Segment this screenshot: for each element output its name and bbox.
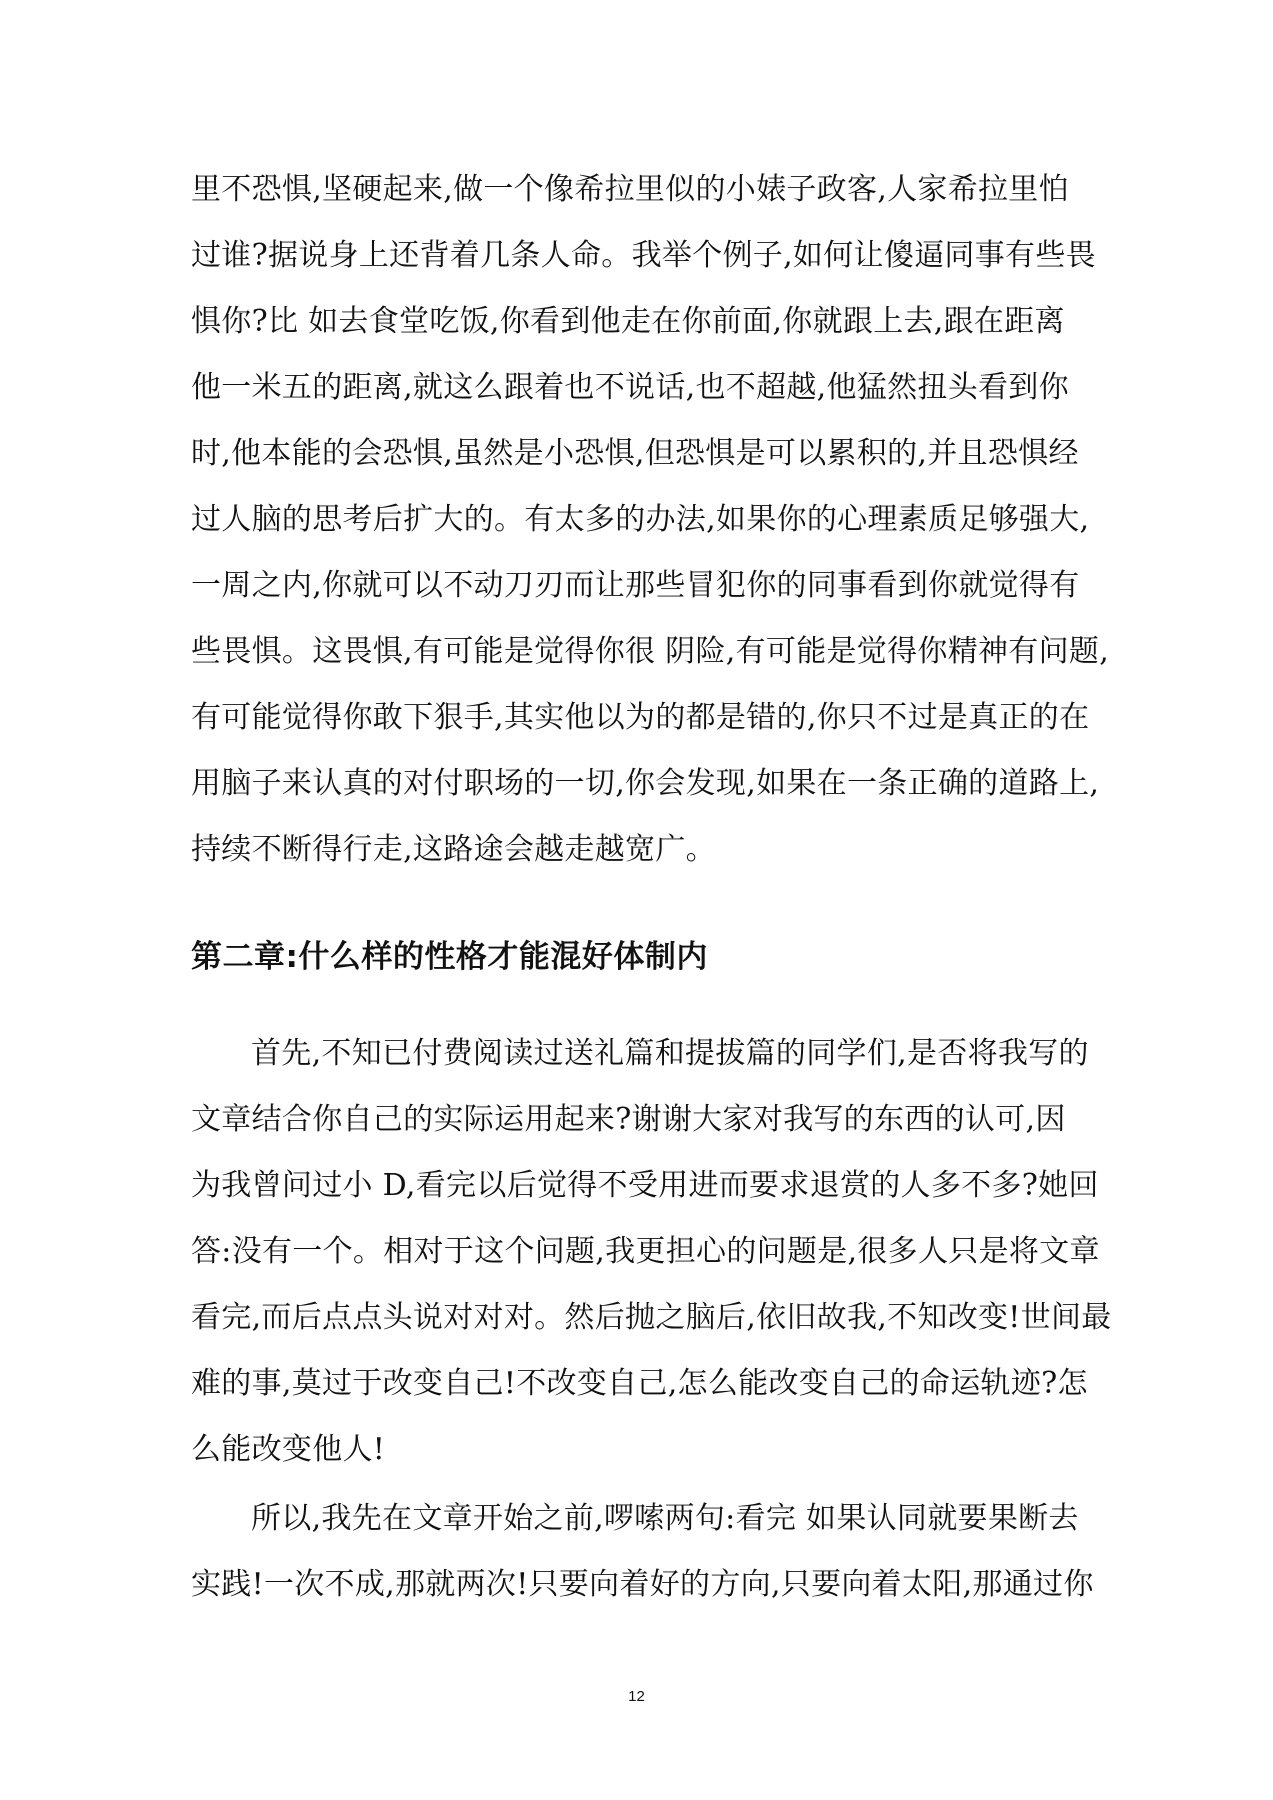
text-line: 有可能觉得你敢下狠手,其实他以为的都是错的,你只不过是真正的在 [191, 700, 1090, 735]
text-line: 难的事,莫过于改变自己!不改变自己,怎么能改变自己的命运轨迹?怎 [191, 1366, 1088, 1401]
text-line: 实践!一次不成,那就两次!只要向着好的方向,只要向着太阳,那通过你 [191, 1567, 1094, 1602]
text-line: 答:没有一个。相对于这个问题,我更担心的问题是,很多人只是将文章 [191, 1234, 1100, 1269]
page-number: 12 [628, 1688, 645, 1705]
text-line: 他一米五的距离,就这么跟着也不说话,也不超越,他猛然扭头看到你 [191, 370, 1069, 405]
text-line: 看完,而后点点头说对对对。然后抛之脑后,依旧故我,不知改变!世间最 [191, 1300, 1112, 1335]
text-line: 过谁?据说身上还背着几条人命。我举个例子,如何让傻逼同事有些畏 [191, 238, 1096, 273]
text-line: 些畏惧。这畏惧,有可能是觉得你很 阴险,有可能是觉得你精神有问题, [191, 634, 1110, 669]
text-line: 首先,不知已付费阅读过送礼篇和提拔篇的同学们,是否将我写的 [251, 1036, 1089, 1071]
text-line: 时,他本能的会恐惧,虽然是小恐惧,但恐惧是可以累积的,并且恐惧经 [191, 436, 1079, 471]
text-line: 用脑子来认真的对付职场的一切,你会发现,如果在一条正确的道路上, [191, 766, 1100, 801]
chapter-heading: 第二章:什么样的性格才能混好体制内 [191, 939, 708, 975]
text-line: 一周之内,你就可以不动刀刃而让那些冒犯你的同事看到你就觉得有 [191, 568, 1080, 603]
text-line: 所以,我先在文章开始之前,啰嗦两句:看完 如果认同就要果断去 [251, 1501, 1079, 1536]
text-line: 惧你?比 如去食堂吃饭,你看到他走在你前面,你就跟上去,跟在距离 [191, 304, 1065, 339]
text-line: 持续不断得行走,这路途会越走越宽广。 [191, 832, 716, 867]
text-line: 里不恐惧,坚硬起来,做一个像希拉里似的小婊子政客,人家希拉里怕 [191, 172, 1069, 207]
text-line: 为我曾问过小 D,看完以后觉得不受用进而要求退赏的人多不多?她回 [191, 1168, 1099, 1203]
text-line: 过人脑的思考后扩大的。有太多的办法,如果你的心理素质足够强大, [191, 502, 1090, 537]
text-line: 文章结合你自己的实际运用起来?谢谢大家对我写的东西的认可,因 [191, 1102, 1066, 1137]
text-line: 么能改变他人! [191, 1432, 386, 1467]
